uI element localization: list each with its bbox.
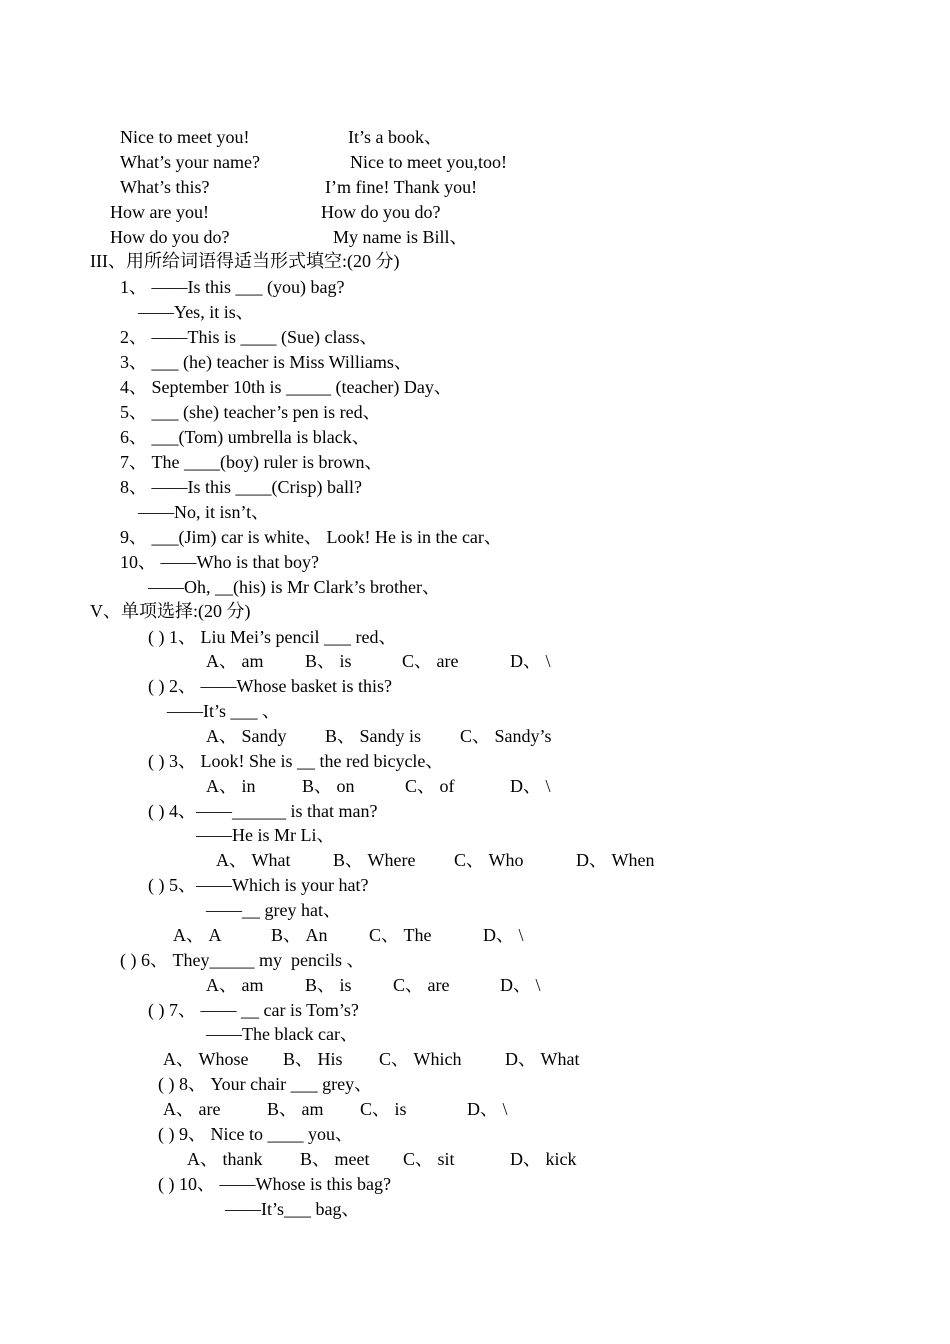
question-stem: ( ) 10、 ——Whose is this bag?: [158, 1174, 391, 1194]
option-c: C、 are: [393, 975, 450, 995]
question-reply: ——He is Mr Li、: [196, 825, 335, 845]
section-title: III、用所给词语得适当形式填空:(20 分): [90, 251, 400, 271]
match-right-3: I’m fine! Thank you!: [325, 177, 478, 197]
fill-item-2: 2、 ——This is ____ (Sue) class、: [120, 327, 378, 347]
option-d: D、 \: [510, 776, 551, 796]
option-b: B、 is: [305, 651, 352, 671]
match-left-4: How are you!: [110, 202, 209, 222]
match-left-5: How do you do?: [110, 227, 230, 247]
option-b: B、 Where: [333, 850, 416, 870]
question-reply: ——The black car、: [206, 1024, 358, 1044]
fill-item-5: 5、 ___ (she) teacher’s pen is red、: [120, 402, 381, 422]
option-d: D、 \: [483, 925, 524, 945]
match-right-1: It’s a book、: [348, 127, 442, 147]
option-c: C、 Who: [454, 850, 524, 870]
option-a: A、 A: [173, 925, 222, 945]
option-c: C、 of: [405, 776, 455, 796]
option-a: A、 Whose: [163, 1049, 249, 1069]
question-reply: ——It’s ___ 、: [167, 701, 281, 721]
match-left-3: What’s this?: [120, 177, 210, 197]
question-stem: ( ) 8、 Your chair ___ grey、: [158, 1074, 373, 1094]
question-stem: ( ) 2、 ——Whose basket is this?: [148, 676, 392, 696]
question-stem: ( ) 1、 Liu Mei’s pencil ___ red、: [148, 627, 397, 647]
option-a: A、 am: [206, 651, 264, 671]
option-d: D、 \: [500, 975, 541, 995]
option-a: A、 What: [216, 850, 291, 870]
option-c: C、 Which: [379, 1049, 462, 1069]
option-d: D、 What: [505, 1049, 580, 1069]
fill-item-8-reply: ——No, it isn’t、: [138, 502, 270, 522]
fill-item-8: 8、 ——Is this ____(Crisp) ball?: [120, 477, 362, 497]
question-reply: ——It’s___ bag、: [225, 1199, 360, 1219]
match-left-2: What’s your name?: [120, 152, 260, 172]
option-b: B、 His: [283, 1049, 343, 1069]
option-c: C、 sit: [403, 1149, 455, 1169]
match-right-4: How do you do?: [321, 202, 441, 222]
option-b: B、 is: [305, 975, 352, 995]
option-b: B、 meet: [300, 1149, 370, 1169]
option-d: D、 When: [576, 850, 655, 870]
option-c: C、 is: [360, 1099, 407, 1119]
option-c: C、 are: [402, 651, 459, 671]
fill-item-9: 9、 ___(Jim) car is white、 Look! He is in the car、: [120, 527, 502, 547]
option-a: A、 in: [206, 776, 256, 796]
section-title: V、单项选择:(20 分): [90, 601, 251, 621]
question-stem: ( ) 5、——Which is your hat?: [148, 875, 369, 895]
fill-item-1-reply: ——Yes, it is、: [138, 302, 254, 322]
fill-item-6: 6、 ___(Tom) umbrella is black、: [120, 427, 370, 447]
question-stem: ( ) 3、 Look! She is __ the red bicycle、: [148, 751, 444, 771]
fill-item-4: 4、 September 10th is _____ (teacher) Day、: [120, 377, 452, 397]
option-a: A、 am: [206, 975, 264, 995]
match-right-5: My name is Bill、: [333, 227, 468, 247]
fill-item-1: 1、 ——Is this ___ (you) bag?: [120, 277, 345, 297]
option-d: D、 \: [467, 1099, 508, 1119]
question-reply: ——__ grey hat、: [206, 900, 341, 920]
question-stem: ( ) 9、 Nice to ____ you、: [158, 1124, 353, 1144]
fill-item-7: 7、 The ____(boy) ruler is brown、: [120, 452, 383, 472]
option-c: C、 The: [369, 925, 432, 945]
question-stem: ( ) 4、——______ is that man?: [148, 801, 378, 821]
fill-item-10-reply: ——Oh, __(his) is Mr Clark’s brother、: [148, 577, 440, 597]
option-c: C、 Sandy’s: [460, 726, 552, 746]
option-a: A、 thank: [187, 1149, 263, 1169]
option-a: A、 are: [163, 1099, 221, 1119]
option-b: B、 am: [267, 1099, 324, 1119]
match-left-1: Nice to meet you!: [120, 127, 250, 147]
option-b: B、 An: [271, 925, 328, 945]
option-d: D、 \: [510, 651, 551, 671]
option-a: A、 Sandy: [206, 726, 287, 746]
question-stem: ( ) 7、 —— __ car is Tom’s?: [148, 1000, 359, 1020]
fill-item-3: 3、 ___ (he) teacher is Miss Williams、: [120, 352, 412, 372]
option-b: B、 on: [302, 776, 355, 796]
fill-item-10: 10、 ——Who is that boy?: [120, 552, 319, 572]
match-right-2: Nice to meet you,too!: [350, 152, 507, 172]
option-b: B、 Sandy is: [325, 726, 422, 746]
option-d: D、 kick: [510, 1149, 577, 1169]
question-stem: ( ) 6、 They_____ my pencils 、: [120, 950, 365, 970]
